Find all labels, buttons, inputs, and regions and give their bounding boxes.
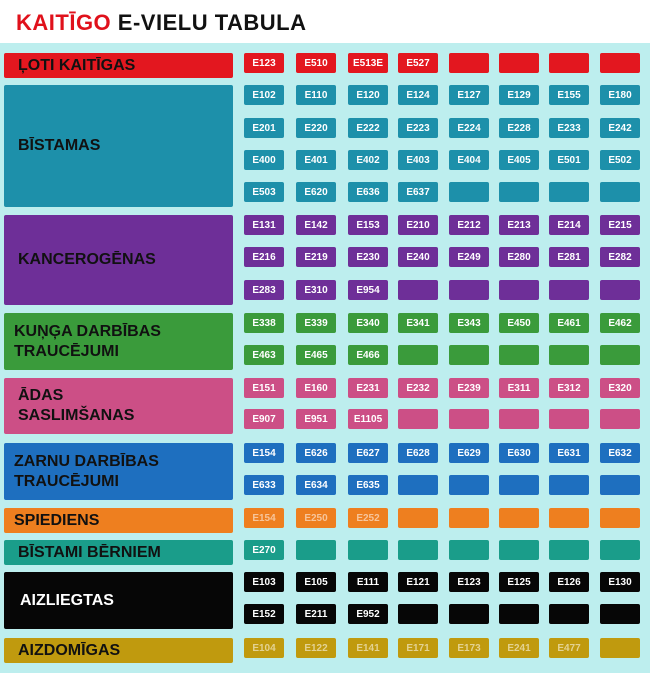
empty-cell bbox=[600, 638, 640, 658]
empty-cell bbox=[549, 540, 589, 560]
e-code: E125 bbox=[507, 576, 531, 588]
empty-cell bbox=[600, 280, 640, 300]
e-code-cell bbox=[449, 572, 489, 592]
empty-cell bbox=[600, 53, 640, 73]
empty-cell bbox=[449, 540, 489, 560]
e-code: E130 bbox=[608, 576, 632, 588]
e-code-cell bbox=[549, 443, 589, 463]
e-code-cell bbox=[296, 475, 336, 495]
e-code-cell bbox=[348, 280, 388, 300]
e-code-cell bbox=[499, 247, 539, 267]
e-code: E627 bbox=[356, 447, 380, 459]
e-code-cell bbox=[398, 378, 438, 398]
empty-cell bbox=[499, 280, 539, 300]
e-code-cell bbox=[600, 150, 640, 170]
e-code-cell bbox=[449, 85, 489, 105]
e-code: E338 bbox=[252, 317, 276, 329]
page-title bbox=[16, 10, 307, 36]
empty-cell bbox=[499, 540, 539, 560]
e-code-cell bbox=[398, 182, 438, 202]
e-code-cell bbox=[244, 215, 284, 235]
e-code-cell bbox=[296, 443, 336, 463]
e-code: E637 bbox=[406, 186, 430, 198]
empty-cell bbox=[499, 345, 539, 365]
category-label-kancerogenas bbox=[4, 215, 233, 305]
empty-cell bbox=[600, 508, 640, 528]
e-code-cell bbox=[296, 150, 336, 170]
e-code-cell bbox=[244, 604, 284, 624]
e-code: E123 bbox=[252, 57, 276, 69]
e-code-cell bbox=[244, 378, 284, 398]
e-code-cell bbox=[549, 572, 589, 592]
e-code-cell bbox=[600, 118, 640, 138]
e-code-cell bbox=[600, 572, 640, 592]
e-code-cell bbox=[499, 150, 539, 170]
e-code: E633 bbox=[252, 479, 276, 491]
e-code: E241 bbox=[507, 642, 531, 654]
e-code-cell bbox=[296, 53, 336, 73]
e-code-cell bbox=[348, 572, 388, 592]
empty-cell bbox=[600, 540, 640, 560]
e-code: E214 bbox=[557, 219, 581, 231]
e-code: E281 bbox=[557, 251, 581, 263]
e-code: E450 bbox=[507, 317, 531, 329]
e-code-cell bbox=[600, 215, 640, 235]
e-code-cell bbox=[549, 118, 589, 138]
category-name: BĪSTAMI BĒRNIEM bbox=[18, 543, 161, 561]
e-code-cell bbox=[549, 85, 589, 105]
e-code-cell bbox=[549, 638, 589, 658]
e-code: E124 bbox=[406, 89, 430, 101]
empty-cell bbox=[348, 540, 388, 560]
empty-cell bbox=[499, 508, 539, 528]
e-code: E404 bbox=[457, 154, 481, 166]
e-code: E630 bbox=[507, 447, 531, 459]
empty-cell bbox=[499, 409, 539, 429]
empty-cell bbox=[449, 475, 489, 495]
e-code-cell bbox=[348, 475, 388, 495]
e-code: E527 bbox=[406, 57, 430, 69]
e-code: E121 bbox=[406, 576, 430, 588]
e-code: E954 bbox=[356, 284, 380, 296]
category-label-kunga bbox=[4, 313, 233, 370]
e-code-cell bbox=[398, 638, 438, 658]
category-label-bistamas bbox=[4, 85, 233, 207]
category-name: ĻOTI KAITĪGAS bbox=[18, 56, 136, 74]
empty-cell bbox=[398, 508, 438, 528]
e-code-cell bbox=[296, 182, 336, 202]
empty-cell bbox=[549, 53, 589, 73]
e-code-cell bbox=[348, 53, 388, 73]
e-code-cell bbox=[348, 409, 388, 429]
e-code-cell bbox=[398, 215, 438, 235]
e-code: E242 bbox=[608, 122, 632, 134]
e-code: E626 bbox=[304, 447, 328, 459]
e-code-cell bbox=[296, 572, 336, 592]
e-code-cell bbox=[398, 53, 438, 73]
empty-cell bbox=[549, 508, 589, 528]
e-code-cell bbox=[296, 280, 336, 300]
category-label-aizdomigas bbox=[4, 638, 233, 663]
e-code: E632 bbox=[608, 447, 632, 459]
e-code: E252 bbox=[356, 512, 380, 524]
category-name: ZARNU DARBĪBAS TRAUCĒJUMI bbox=[14, 452, 159, 490]
e-code: E142 bbox=[304, 219, 328, 231]
e-code: E311 bbox=[507, 382, 531, 394]
empty-cell bbox=[549, 345, 589, 365]
empty-cell bbox=[499, 53, 539, 73]
empty-cell bbox=[600, 604, 640, 624]
e-code: E462 bbox=[608, 317, 632, 329]
e-code: E463 bbox=[252, 349, 276, 361]
e-code-cell bbox=[499, 85, 539, 105]
e-code: E501 bbox=[557, 154, 581, 166]
e-code-cell bbox=[348, 247, 388, 267]
e-code: E171 bbox=[406, 642, 430, 654]
e-code: E631 bbox=[557, 447, 581, 459]
e-code-cell bbox=[244, 409, 284, 429]
e-code: E400 bbox=[252, 154, 276, 166]
e-code: E502 bbox=[608, 154, 632, 166]
empty-cell bbox=[449, 53, 489, 73]
e-code-cell bbox=[244, 85, 284, 105]
e-code: E341 bbox=[406, 317, 430, 329]
e-code-cell bbox=[449, 215, 489, 235]
e-code-cell bbox=[348, 443, 388, 463]
e-code-cell bbox=[244, 53, 284, 73]
e-code: E129 bbox=[507, 89, 531, 101]
empty-cell bbox=[499, 475, 539, 495]
e-code-cell bbox=[600, 443, 640, 463]
e-code-cell bbox=[499, 443, 539, 463]
e-code: E466 bbox=[356, 349, 380, 361]
e-code: E211 bbox=[304, 608, 328, 620]
e-code-cell bbox=[398, 150, 438, 170]
e-code: E201 bbox=[252, 122, 276, 134]
e-code-cell bbox=[499, 638, 539, 658]
category-label-zarnu bbox=[4, 443, 233, 500]
e-code-cell bbox=[348, 345, 388, 365]
e-code: E628 bbox=[406, 447, 430, 459]
e-code: E160 bbox=[304, 382, 328, 394]
e-code-cell bbox=[348, 150, 388, 170]
empty-cell bbox=[398, 345, 438, 365]
e-code-cell bbox=[348, 313, 388, 333]
e-code: E103 bbox=[252, 576, 276, 588]
e-code-cell bbox=[296, 409, 336, 429]
e-code-cell bbox=[296, 247, 336, 267]
e-code-cell bbox=[244, 540, 284, 560]
empty-cell bbox=[549, 280, 589, 300]
empty-cell bbox=[398, 280, 438, 300]
empty-cell bbox=[449, 604, 489, 624]
category-label-adas bbox=[4, 378, 233, 434]
e-code-cell bbox=[296, 604, 336, 624]
e-code-cell bbox=[296, 378, 336, 398]
e-code: E636 bbox=[356, 186, 380, 198]
e-code: E233 bbox=[557, 122, 581, 134]
category-name: AIZLIEGTAS bbox=[20, 591, 114, 609]
e-code: E110 bbox=[304, 89, 328, 101]
e-code: E402 bbox=[356, 154, 380, 166]
e-code: E240 bbox=[406, 251, 430, 263]
e-code: E230 bbox=[356, 251, 380, 263]
category-name: AIZDOMĪGAS bbox=[18, 641, 121, 659]
e-code: E952 bbox=[356, 608, 380, 620]
e-code-cell bbox=[244, 247, 284, 267]
e-code-cell bbox=[449, 150, 489, 170]
e-code-cell bbox=[348, 118, 388, 138]
e-additives-table bbox=[0, 43, 650, 673]
e-code: E477 bbox=[557, 642, 581, 654]
empty-cell bbox=[449, 280, 489, 300]
e-code: E173 bbox=[457, 642, 481, 654]
e-code: E153 bbox=[356, 219, 380, 231]
e-code-cell bbox=[499, 215, 539, 235]
category-label-spiediens bbox=[4, 508, 233, 533]
e-code: E403 bbox=[406, 154, 430, 166]
e-code-cell bbox=[549, 378, 589, 398]
e-code: E231 bbox=[356, 382, 380, 394]
e-code: E620 bbox=[304, 186, 328, 198]
e-code-cell bbox=[244, 443, 284, 463]
e-code-cell bbox=[449, 313, 489, 333]
e-code: E212 bbox=[457, 219, 481, 231]
title-highlight: KAITĪGO bbox=[16, 10, 112, 35]
e-code-cell bbox=[348, 638, 388, 658]
e-code-cell bbox=[449, 118, 489, 138]
e-code-cell bbox=[244, 638, 284, 658]
e-code: E629 bbox=[457, 447, 481, 459]
e-code: E215 bbox=[608, 219, 632, 231]
e-code-cell bbox=[549, 215, 589, 235]
e-code-cell bbox=[296, 508, 336, 528]
e-code-cell bbox=[244, 508, 284, 528]
e-code-cell bbox=[244, 475, 284, 495]
e-code-cell bbox=[398, 247, 438, 267]
e-code-cell bbox=[296, 345, 336, 365]
e-code: E210 bbox=[406, 219, 430, 231]
e-code-cell bbox=[348, 378, 388, 398]
empty-cell bbox=[449, 182, 489, 202]
e-code: E461 bbox=[557, 317, 581, 329]
e-code: E220 bbox=[304, 122, 328, 134]
e-code-cell bbox=[600, 378, 640, 398]
e-code: E155 bbox=[557, 89, 581, 101]
e-code-cell bbox=[499, 118, 539, 138]
title-rest: E-VIELU TABULA bbox=[117, 10, 307, 35]
e-code: E154 bbox=[252, 447, 276, 459]
e-code-cell bbox=[244, 150, 284, 170]
e-code-cell bbox=[244, 572, 284, 592]
e-code-cell bbox=[244, 313, 284, 333]
e-code: E1105 bbox=[353, 413, 383, 425]
e-code: E239 bbox=[457, 382, 481, 394]
category-label-bistami-berniem bbox=[4, 540, 233, 565]
empty-cell bbox=[449, 508, 489, 528]
empty-cell bbox=[600, 182, 640, 202]
e-code: E282 bbox=[608, 251, 632, 263]
e-code-cell bbox=[449, 378, 489, 398]
e-code-cell bbox=[244, 280, 284, 300]
e-code-cell bbox=[398, 118, 438, 138]
empty-cell bbox=[398, 540, 438, 560]
e-code-cell bbox=[499, 572, 539, 592]
category-label-loti-kaitigas bbox=[4, 53, 233, 78]
e-code-cell bbox=[348, 604, 388, 624]
e-code: E405 bbox=[507, 154, 531, 166]
empty-cell bbox=[398, 475, 438, 495]
e-code-cell bbox=[499, 313, 539, 333]
e-code: E283 bbox=[252, 284, 276, 296]
e-code-cell bbox=[449, 638, 489, 658]
e-code: E270 bbox=[252, 544, 276, 556]
e-code: E635 bbox=[356, 479, 380, 491]
empty-cell bbox=[600, 409, 640, 429]
e-code-cell bbox=[600, 85, 640, 105]
e-code: E510 bbox=[304, 57, 328, 69]
e-code-cell bbox=[499, 378, 539, 398]
e-code-cell bbox=[244, 182, 284, 202]
e-code: E223 bbox=[406, 122, 430, 134]
e-code: E222 bbox=[356, 122, 380, 134]
category-label-aizliegtas bbox=[4, 572, 233, 629]
e-code: E151 bbox=[252, 382, 276, 394]
e-code-cell bbox=[600, 247, 640, 267]
e-code: E320 bbox=[608, 382, 632, 394]
e-code-cell bbox=[244, 118, 284, 138]
e-code: E228 bbox=[507, 122, 531, 134]
e-code: E340 bbox=[356, 317, 380, 329]
e-code-cell bbox=[398, 313, 438, 333]
e-code: E280 bbox=[507, 251, 531, 263]
empty-cell bbox=[499, 604, 539, 624]
e-code: E123 bbox=[457, 576, 481, 588]
e-code-cell bbox=[348, 182, 388, 202]
empty-cell bbox=[600, 345, 640, 365]
e-code: E122 bbox=[304, 642, 328, 654]
e-code: E343 bbox=[457, 317, 481, 329]
e-code-cell bbox=[296, 118, 336, 138]
empty-cell bbox=[549, 182, 589, 202]
e-code: E141 bbox=[356, 642, 380, 654]
empty-cell bbox=[398, 409, 438, 429]
e-code: E339 bbox=[304, 317, 328, 329]
e-code-cell bbox=[296, 215, 336, 235]
empty-cell bbox=[449, 409, 489, 429]
e-code: E152 bbox=[252, 608, 276, 620]
e-code: E131 bbox=[252, 219, 276, 231]
empty-cell bbox=[549, 604, 589, 624]
e-code: E249 bbox=[457, 251, 481, 263]
e-code-cell bbox=[600, 313, 640, 333]
e-code-cell bbox=[549, 313, 589, 333]
category-name: KANCEROGĒNAS bbox=[18, 251, 156, 268]
e-code: E513E bbox=[352, 57, 384, 69]
e-code: E105 bbox=[304, 576, 328, 588]
empty-cell bbox=[398, 604, 438, 624]
empty-cell bbox=[449, 345, 489, 365]
e-code: E503 bbox=[252, 186, 276, 198]
e-code: E154 bbox=[252, 512, 276, 524]
e-code: E102 bbox=[252, 89, 276, 101]
e-code: E232 bbox=[406, 382, 430, 394]
e-code-cell bbox=[296, 313, 336, 333]
e-code: E634 bbox=[304, 479, 328, 491]
category-name: ĀDAS SASLIMŠANAS bbox=[18, 387, 135, 424]
empty-cell bbox=[499, 182, 539, 202]
e-code: E213 bbox=[507, 219, 531, 231]
e-code: E250 bbox=[304, 512, 328, 524]
e-code: E465 bbox=[304, 349, 328, 361]
e-code: E907 bbox=[252, 413, 276, 425]
e-code-cell bbox=[449, 443, 489, 463]
empty-cell bbox=[549, 475, 589, 495]
e-code-cell bbox=[296, 638, 336, 658]
empty-cell bbox=[296, 540, 336, 560]
e-code-cell bbox=[348, 508, 388, 528]
e-code-cell bbox=[449, 247, 489, 267]
category-name: BĪSTAMAS bbox=[18, 137, 101, 154]
e-code: E401 bbox=[304, 154, 328, 166]
e-code: E219 bbox=[304, 251, 328, 263]
e-code-cell bbox=[348, 215, 388, 235]
e-code: E111 bbox=[356, 576, 380, 588]
category-name: SPIEDIENS bbox=[14, 511, 100, 529]
category-name: KUŅĢA DARBĪBAS TRAUCĒJUMI bbox=[14, 322, 161, 360]
e-code: E312 bbox=[557, 382, 581, 394]
e-code: E104 bbox=[252, 642, 276, 654]
e-code: E127 bbox=[457, 89, 481, 101]
e-code-cell bbox=[398, 572, 438, 592]
e-code: E126 bbox=[557, 576, 581, 588]
e-code-cell bbox=[549, 247, 589, 267]
e-code-cell bbox=[244, 345, 284, 365]
e-code-cell bbox=[296, 85, 336, 105]
empty-cell bbox=[549, 409, 589, 429]
e-code: E120 bbox=[356, 89, 380, 101]
e-code-cell bbox=[348, 85, 388, 105]
e-code: E224 bbox=[457, 122, 481, 134]
empty-cell bbox=[600, 475, 640, 495]
e-code-cell bbox=[549, 150, 589, 170]
e-code: E310 bbox=[304, 284, 328, 296]
e-code: E180 bbox=[608, 89, 632, 101]
e-code: E216 bbox=[252, 251, 276, 263]
e-code-cell bbox=[398, 85, 438, 105]
e-code: E951 bbox=[304, 413, 328, 425]
e-code-cell bbox=[398, 443, 438, 463]
